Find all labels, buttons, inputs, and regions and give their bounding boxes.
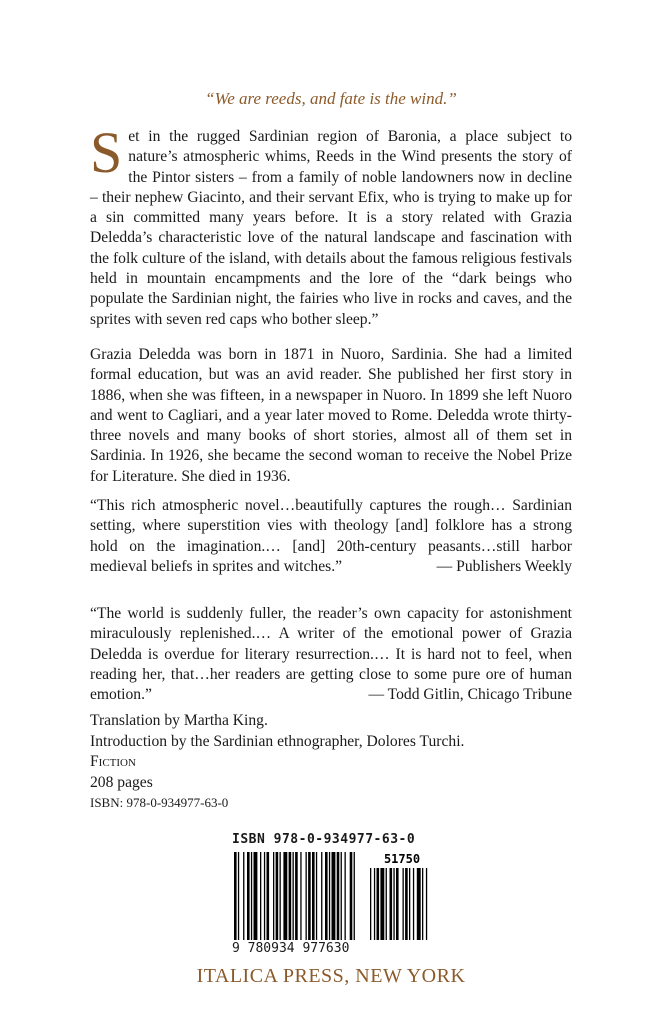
barcode-bar	[300, 852, 301, 940]
barcode-bar	[254, 852, 258, 940]
barcode-addon-bar	[380, 868, 384, 940]
drop-cap: S	[90, 120, 123, 185]
barcode-price-code: 51750	[383, 852, 421, 866]
barcode-bar	[267, 852, 270, 940]
barcode-bar	[295, 852, 298, 940]
barcode-addon-bar	[413, 868, 414, 940]
isbn-value: : 978-0-934977-63-0	[119, 795, 229, 811]
review-attribution: — Todd Gitlin, Chicago Tribune	[368, 686, 572, 704]
translation-credit: Translation by Martha King.	[90, 712, 268, 729]
barcode-bar	[289, 852, 292, 940]
synopsis-text: et in the rugged Sardinian region of Baronia, a place subject to nature’s atmospheric whims, Reeds in the Wind presents the story of the Pintor sisters – from a family of noble landowners now in decline – their nephew Giacinto, and their servant Efix, who is trying to make up for a sin committed many years before. It is a story related with Grazia Deledda’s characteristic love of the natural landscape and fascination with the folk culture of the island, with details about the famous religious festivals held in mountain encampments and the lore of the “dark beings who populate the Sardinian night, the fairies who live in rocks and caves, and the sprites with seven red caps who bother sleep.”	[90, 128, 572, 328]
barcode-bar	[354, 852, 355, 940]
barcode-addon-bar	[409, 868, 410, 940]
barcode-isbn-text: ISBN 978-0-934977-63-0	[232, 832, 416, 847]
introduction-credit: Introduction by the Sardinian ethnographer, Dolores Turchi.	[90, 732, 465, 750]
barcode-addon-bar	[422, 868, 423, 940]
barcode-bar	[247, 852, 250, 940]
review-publishers-weekly	[90, 496, 572, 577]
review-chicago-tribune	[90, 604, 572, 705]
barcode-bar	[283, 852, 287, 940]
isbn-line	[90, 793, 464, 814]
barcode-bar	[329, 852, 330, 940]
barcode-bar	[308, 852, 311, 940]
barcode-bar	[321, 852, 322, 940]
author-biography: Grazia Deledda was born in 1871 in Nuoro, Sardinia. She had a limited formal education, but was an avid reader. She published her first story in 1886, when she was fifteen, in a newspaper in Nuoro. In 1899 she left Nuoro and went to Cagliari, and a year later moved to Rome. Deledda wrote thirty-three novels and many books of short stories, almost all of them set in Sardinia. In 1926, she became the second woman to receive the Nobel Prize for Literature. She died in 1936.	[90, 346, 572, 485]
barcode-addon-bar	[417, 868, 421, 940]
barcode-addon-bar	[396, 868, 399, 940]
barcode-bar	[316, 852, 317, 940]
barcode-addon-bar	[386, 868, 387, 940]
barcode-addon-bar	[390, 868, 393, 940]
isbn-barcode	[232, 832, 452, 960]
barcode-bar	[306, 852, 307, 940]
synopsis-paragraph	[90, 120, 572, 330]
barcode-bar	[337, 852, 340, 940]
barcode-bar	[264, 852, 265, 940]
barcode-bar	[293, 852, 294, 940]
barcode-addon-bar	[393, 868, 394, 940]
barcode-bar	[332, 852, 336, 940]
barcode-bar	[234, 852, 237, 940]
barcode-bars	[232, 852, 452, 946]
review-attribution: — Publishers Weekly	[436, 557, 572, 575]
barcode-bar	[276, 852, 279, 940]
epigraph: “We are reeds, and fate is the wind.”	[205, 89, 457, 108]
barcode-bar	[345, 852, 346, 940]
barcode-bar	[341, 852, 342, 940]
barcode-addon-bar	[426, 868, 427, 940]
category-label: Fiction	[90, 753, 136, 771]
barcode-bar	[350, 852, 353, 940]
barcode-addon-bar	[405, 868, 408, 940]
page-count: 208 pages	[90, 773, 153, 791]
book-details	[90, 711, 464, 814]
barcode-addon-bar	[374, 868, 375, 940]
barcode-bar	[312, 852, 315, 940]
publisher-name: ITALICA PRESS, NEW YORK	[196, 965, 466, 987]
barcode-bar	[238, 852, 239, 940]
barcode-bar	[251, 852, 252, 940]
review-text: “This rich atmospheric novel…beautifully captures the rough… Sardinian setting, where superstition vies with theology [and] folklore has a strong hold on the imagination.… [and] 20th-century peasants…still harbor medieval beliefs in sprites and witches.”	[90, 497, 572, 575]
barcode-number: 9 780934 977630	[232, 941, 353, 956]
barcode-bar	[243, 852, 244, 940]
review-text: “The world is suddenly fuller, the reader’s own capacity for astonishment miraculously replenished.… A writer of the emotional power of Grazia Deledda is overdue for literary resurrection.… It is hard not to feel, when reading her, that…her readers are getting close to some pure ore of human emotion.”	[90, 605, 572, 704]
barcode-bar	[260, 852, 261, 940]
barcode-addon-bar	[403, 868, 404, 940]
barcode-bar	[273, 852, 274, 940]
barcode-addon-bar	[370, 868, 371, 940]
isbn-label: ISBN	[90, 795, 120, 811]
barcode-bar	[280, 852, 281, 940]
barcode-bar	[325, 852, 328, 940]
barcode-addon-bar	[377, 868, 380, 940]
